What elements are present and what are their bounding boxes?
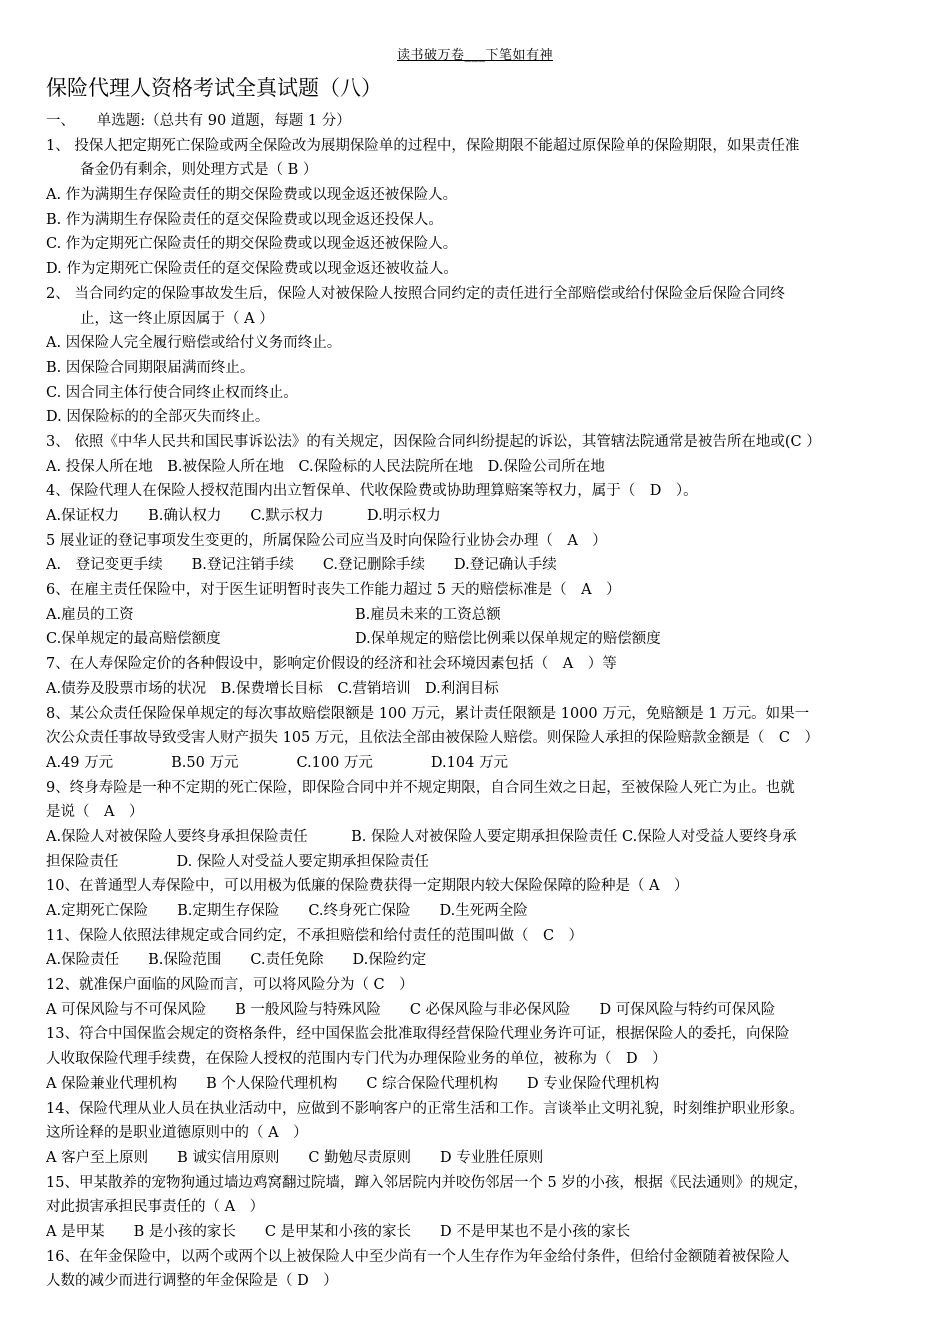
question-2: 2、 当合同约定的保险事故发生后，保险人对被保险人按照合同约定的责任进行全部赔偿或给付保险金后保险合同终 [46,285,785,302]
q12-options: A 可保风险与不可保风险 B 一般风险与特殊风险 C 必保风险与非必保风险 D 可保风险与特约可保风险 [46,1001,776,1018]
exam-body [46,109,908,1294]
question-2-cont: 止，这一终止原因属于（ A ） [80,310,274,327]
q1-option-a: A. 作为满期生存保险责任的期交保险费或以现金返还被保险人。 [46,187,458,204]
q6-option-b: B.雇员未来的工资总额 [355,606,501,623]
q2-option-b: B. 因保险合同期限届满而终止。 [46,359,255,376]
question-1-cont: 备金仍有剩余，则处理方式是（ B ） [80,162,318,179]
q6-option-c: C.保单规定的最高赔偿额度 [46,631,221,648]
question-8-cont: 次公众责任事故导致受害人财产损失 105 万元，且依法全部由被保险人赔偿。则保险人承担的保险赔款金额是（ C ） [46,730,819,747]
question-5: 5 展业证的登记事项发生变更的，所属保险公司应当及时向保险行业协会办理（ A ） [46,532,607,549]
question-9: 9、终身寿险是一种不定期的死亡保险，即保险合同中并不规定期限，自合同生效之日起，至被保险人死亡为止。也就 [46,779,795,796]
question-14: 14、保险代理从业人员在执业活动中，应做到不影响客户的正常生活和工作。言谈举止文明礼貌，时刻维护职业形象。 [46,1100,804,1117]
question-1: 1、 投保人把定期死亡保险或两全保险改为展期保险单的过程中，保险期限不能超过原保险单的保险期限，如果责任准 [46,137,800,154]
question-15-cont: 对此损害承担民事责任的（ A ） [46,1199,265,1216]
q2-option-a: A. 因保险人完全履行赔偿或给付义务而终止。 [46,335,342,352]
q7-options: A.债券及股票市场的状况 B.保费增长目标 C.营销培训 D.利润目标 [46,680,499,697]
question-14-cont: 这所诠释的是职业道德原则中的（ A ） [46,1125,308,1142]
q13-options: A 保险兼业代理机构 B 个人保险代理机构 C 综合保险代理机构 D 专业保险代理机构 [46,1075,660,1092]
q8-options: A.49 万元 B.50 万元 C.100 万元 D.104 万元 [46,754,508,771]
question-8: 8、某公众责任保险保单规定的每次事故赔偿限额是 100 万元，累计责任限额是 1000 万元，免赔额是 1 万元。如果一 [46,705,810,722]
q3-options: A. 投保人所在地 B.被保险人所在地 C.保险标的人民法院所在地 D.保险公司所在地 [46,458,605,475]
q2-option-d: D. 因保险标的的全部灭失而终止。 [46,409,270,426]
question-11: 11、保险人依照法律规定或合同约定，不承担赔偿和给付责任的范围叫做（ C ） [46,927,584,944]
question-9-cont: 是说（ A ） [46,804,144,821]
q2-option-c: C. 因合同主体行使合同终止权而终止。 [46,384,298,401]
question-3: 3、 依照《中华人民共和国民事诉讼法》的有关规定，因保险合同纠纷提起的诉讼，其管辖法院通常是被告所在地或(C ） [46,433,821,450]
question-16: 16、在年金保险中，以两个或两个以上被保险人中至少尚有一个人生存作为年金给付条件，但给付金额随着被保险人 [46,1248,790,1265]
question-12: 12、就准保户面临的风险而言，可以将风险分为（ C ） [46,977,414,994]
question-16-cont: 人数的减少而进行调整的年金保险是（ D ） [46,1273,338,1290]
q1-option-b: B. 作为满期生存保险责任的趸交保险费或以现金返还投保人。 [46,211,443,228]
question-13-cont: 人收取保险代理手续费，在保险人授权的范围内专门代为办理保险业务的单位，被称为（ D ） [46,1051,667,1068]
q6-option-a: A.雇员的工资 [46,606,134,623]
q6-option-d: D.保单规定的赔偿比例乘以保单规定的赔偿额度 [355,631,661,648]
q4-options: A.保证权力 B.确认权力 C.默示权力 D.明示权力 [46,508,441,524]
question-4: 4、保险代理人在保险人授权范围内出立暂保单、代收保险费或协助理算赔案等权力，属于（ D ）。 [46,483,698,500]
question-13: 13、符合中国保监会规定的资格条件，经中国保监会批准取得经营保险代理业务许可证，根据保险人的委托，向保险 [46,1026,790,1043]
section-heading: 一、 单选题:（总共有 90 道题，每题 1 分） [46,113,351,129]
page-header: 读书破万卷___下笔如有神 [396,48,553,63]
q11-options: A.保险责任 B.保险范围 C.责任免除 D.保险约定 [46,952,427,969]
q10-options: A.定期死亡保险 B.定期生存保险 C.终身死亡保险 D.生死两全险 [46,903,528,919]
page-title: 保险代理人资格考试全真试题（八） [46,76,382,100]
q1-option-d: D. 作为定期死亡保险责任的趸交保险费或以现金返还被收益人。 [46,261,458,278]
q9-options: A.保险人对被保险人要终身承担保险责任 B. 保险人对被保险人要定期承担保险责任 C.保险人对受益人要终身承 [46,828,797,845]
q6-options-row1 [46,603,908,628]
q9-options-cont: 担保险责任 D. 保险人对受益人要定期承担保险责任 [46,853,429,870]
q14-options: A 客户至上原则 B 诚实信用原则 C 勤勉尽责原则 D 专业胜任原则 [46,1149,544,1166]
q1-option-c: C. 作为定期死亡保险责任的期交保险费或以现金返还被保险人。 [46,236,458,253]
q15-options: A 是甲某 B 是小孩的家长 C 是甲某和小孩的家长 D 不是甲某也不是小孩的家长 [46,1223,631,1240]
question-7: 7、在人寿保险定价的各种假设中，影响定价假设的经济和社会环境因素包括（ A ）等 [46,656,617,673]
question-6: 6、在雇主责任保险中，对于医生证明暂时丧失工作能力超过 5 天的赔偿标准是（ A ） [46,582,621,599]
question-15: 15、甲某散养的宠物狗通过墙边鸡窝翻过院墙，蹿入邻居院内并咬伤邻居一个 5 岁的小孩，根据《民法通则》的规定， [46,1174,808,1191]
q5-options: A. 登记变更手续 B.登记注销手续 C.登记删除手续 D.登记确认手续 [46,557,557,574]
question-10: 10、在普通型人寿保险中，可以用极为低廉的保险费获得一定期限内较大保险保障的险种是（ A ） [46,878,689,895]
q6-options-row2 [46,627,908,652]
